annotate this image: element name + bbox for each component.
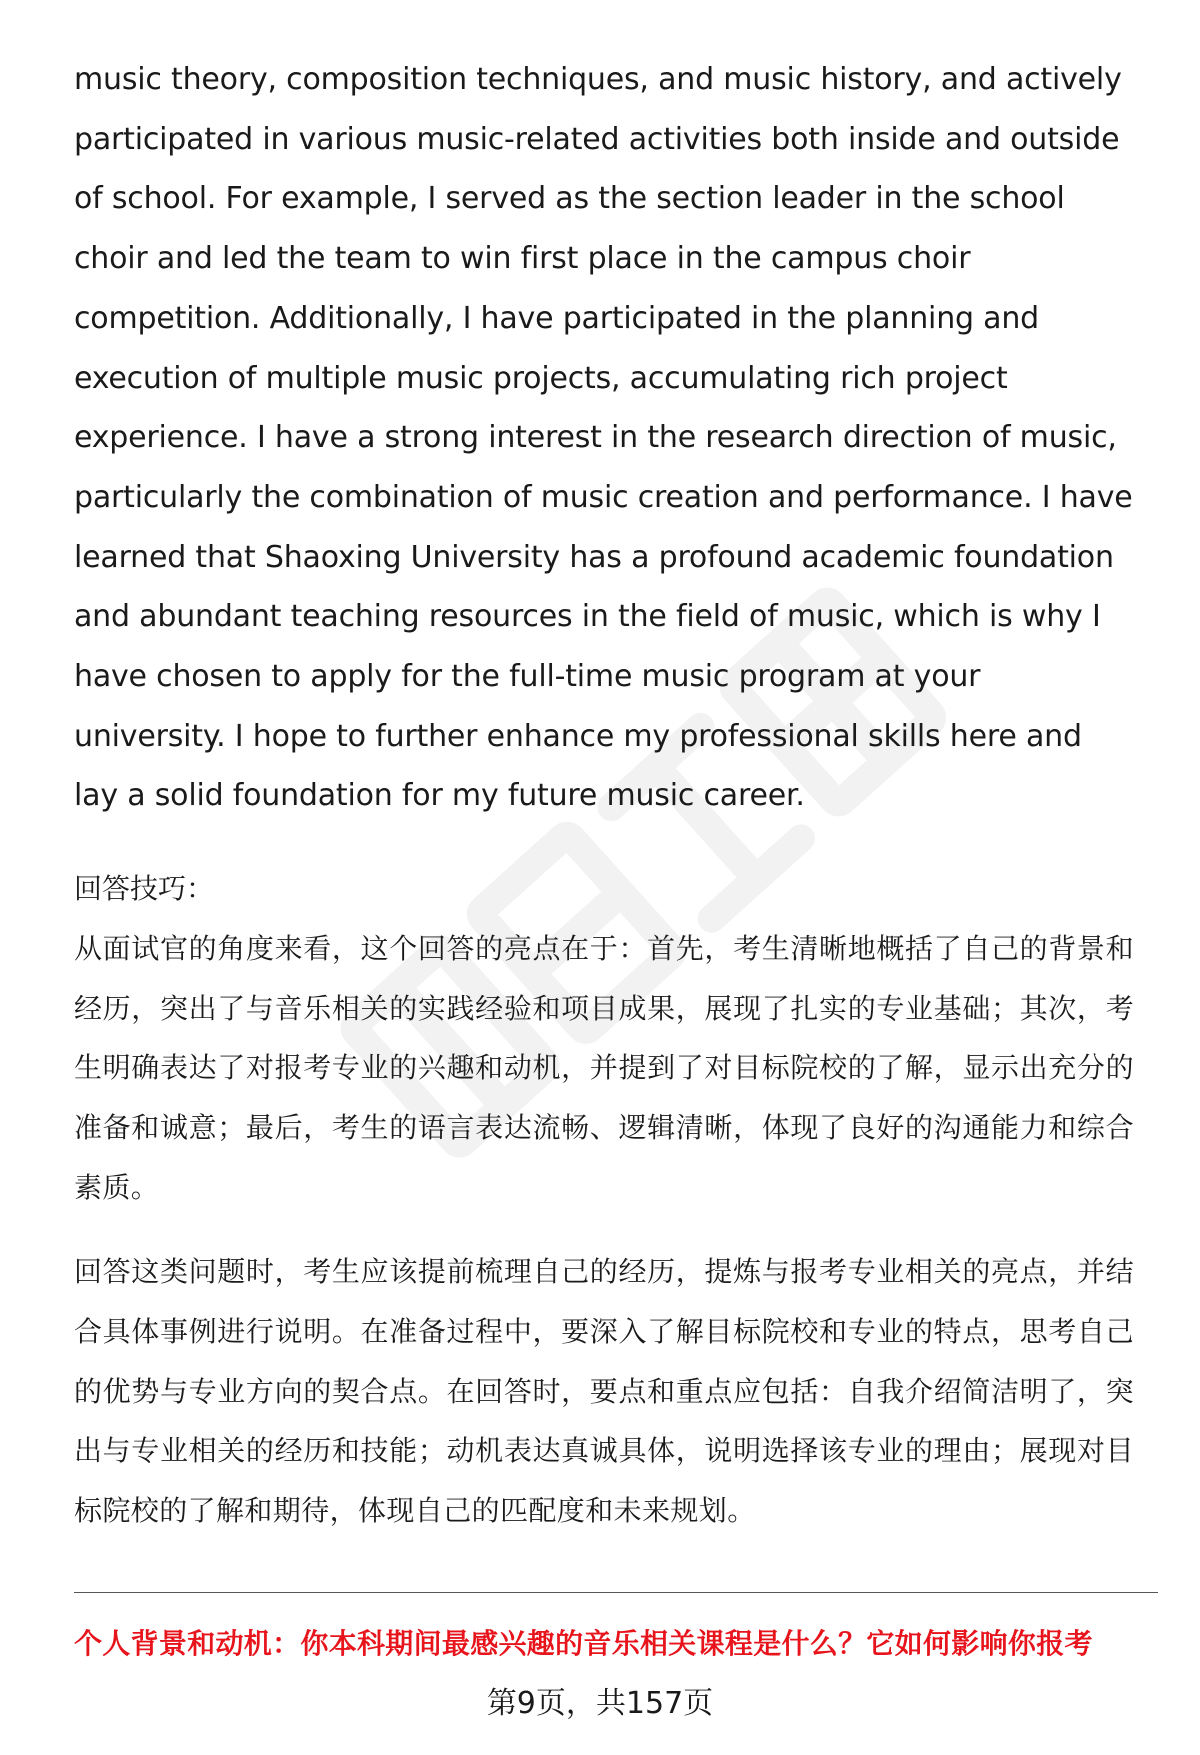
tips-heading: 回答技巧： — [74, 872, 215, 906]
next-question-heading: 个人背景和动机：你本科期间最感兴趣的音乐相关课程是什么？它如何影响你报考 — [74, 1627, 1093, 1660]
tips-paragraph-1: 从面试官的角度来看，这个回答的亮点在于：首先，考生清晰地概括了自己的背景和经历，突出了与音乐相关的实践经验和项目成果，展现了扎实的专业基础；其次，考生明确表达了对报考专业的兴趣和动机，并提到了对目标院校的了解，显示出充分的准备和诚意；最后，考生的语言表达流畅、逻辑清晰，体现了良好的沟通能力和综合素质。 — [74, 931, 1134, 1204]
section-divider — [74, 1592, 1158, 1593]
english-answer-paragraph: music theory, composition techniques, and music history, and actively participated in various music-related activities both inside and outside of school. For example, I served as the section leader in the school choir and led the team to win first place in the campus choir competition. Additionally, I have participated in the planning and execution of multiple music projects, accumulating rich project experience. I have a strong interest in the research direction of music, particularly the combination of music creation and performance. I have learned that Shaoxing University has a profound academic foundation and abundant teaching resources in the field of music, which is why I have chosen to apply for the full-time music program at your university. I hope to further enhance my professional skills here and lay a solid foundation for my future music career. — [74, 62, 1133, 814]
tips-paragraph-2: 回答这类问题时，考生应该提前梳理自己的经历，提炼与报考专业相关的亮点，并结合具体事例进行说明。在准备过程中，要深入了解目标院校和专业的特点，思考自己的优势与专业方向的契合点。在回答时，要点和重点应包括：自我介绍简洁明了，突出与专业相关的经历和技能；动机表达真诚具体，说明选择该专业的理由；展现对目标院校的了解和期待，体现自己的匹配度和未来规划。 — [74, 1255, 1134, 1528]
page-content — [74, 50, 1134, 1541]
page-number: 第9页，共157页 — [486, 1686, 714, 1721]
